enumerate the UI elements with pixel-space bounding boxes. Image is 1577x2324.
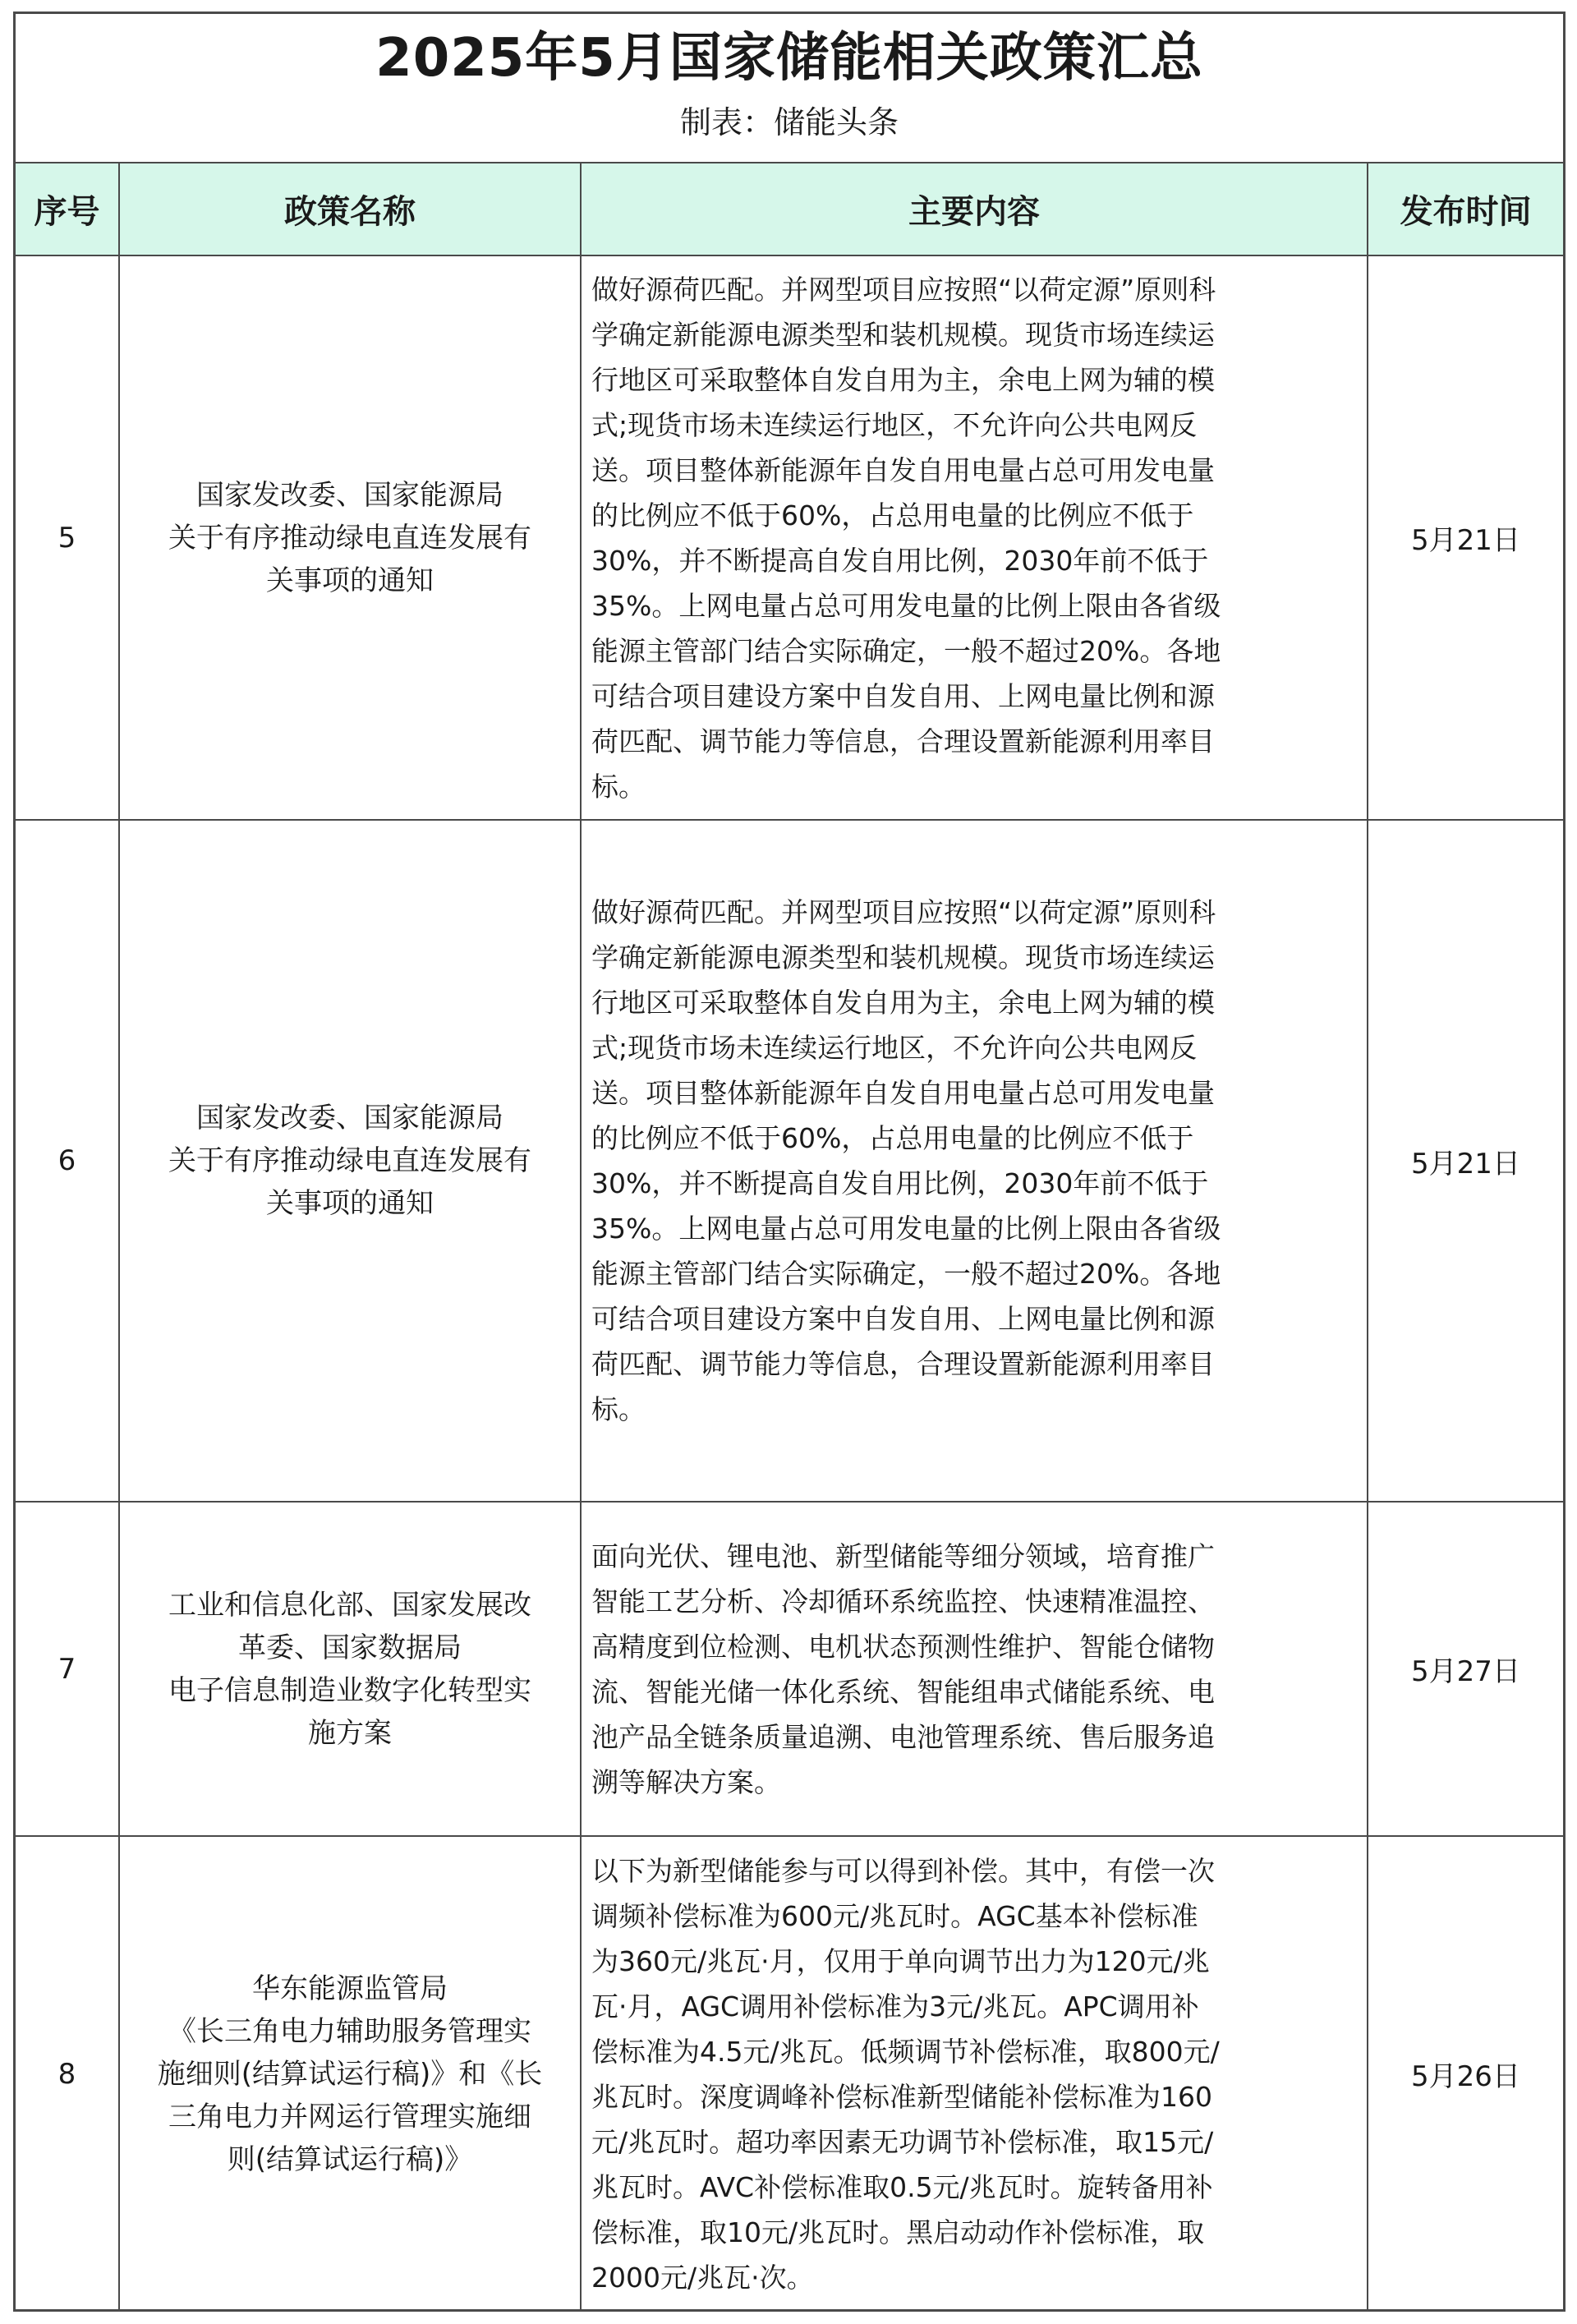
content-line: 元/兆瓦时。超功率因素无功调节补偿标准，取15元/	[591, 2125, 1214, 2158]
content-line: 溯等解决方案。	[591, 1765, 781, 1798]
row-number: 7	[16, 1502, 119, 1836]
content-line: 的比例应不低于60%，占总用电量的比例应不低于	[591, 499, 1194, 532]
content-line: 荷匹配、调节能力等信息，合理设置新能源利用率目	[591, 1348, 1215, 1380]
table-row	[16, 1502, 1563, 1836]
content-line: 面向光伏、锂电池、新型储能等细分领域，培育推广	[591, 1539, 1215, 1572]
content-line: 调频补偿标准为600元/兆瓦时。AGC基本补偿标准	[591, 1899, 1198, 1932]
row-number: 6	[16, 820, 119, 1502]
policy-name-line: 革委、国家数据局	[238, 1631, 462, 1664]
table-row	[16, 255, 1563, 820]
content-line: 流、智能光储一体化系统、智能组串式储能系统、电	[591, 1675, 1215, 1708]
policy-name-line: 《长三角电力辅助服务管理实	[168, 2014, 531, 2048]
content-line: 荷匹配、调节能力等信息，合理设置新能源利用率目	[591, 725, 1215, 757]
content-line: 学确定新能源电源类型和装机规模。现货市场连续运	[591, 318, 1215, 351]
release-date: 5月21日	[1368, 255, 1563, 820]
policy-content-cell	[581, 255, 1368, 820]
policy-name-line: 则(结算试运行稿)》	[227, 2142, 473, 2176]
policy-name-line: 关事项的通知	[266, 1187, 434, 1220]
policy-name-cell	[119, 1502, 581, 1836]
content-line: 做好源荷匹配。并网型项目应按照“以荷定源”原则科	[591, 896, 1216, 928]
row-number: 5	[16, 255, 119, 820]
table-row	[16, 1836, 1563, 2311]
content-line: 高精度到位检测、电机状态预测性维护、智能仓储物	[591, 1630, 1215, 1663]
row-number: 8	[16, 1836, 119, 2311]
content-line: 行地区可采取整体自发自用为主，余电上网为辅的模	[591, 987, 1215, 1019]
content-line: 可结合项目建设方案中自发自用、上网电量比例和源	[591, 1303, 1215, 1335]
content-line: 的比例应不低于60%，占总用电量的比例应不低于	[591, 1122, 1194, 1154]
policy-summary-sheet	[13, 12, 1566, 2312]
content-line: 能源主管部门结合实际确定，一般不超过20%。各地	[591, 1258, 1221, 1290]
policy-table	[16, 163, 1563, 2311]
policy-name-line: 国家发改委、国家能源局	[196, 1102, 503, 1134]
content-line: 兆瓦时。AVC补偿标准取0.5元/兆瓦时。旋转备用补	[591, 2170, 1213, 2203]
policy-content-cell	[581, 1836, 1368, 2311]
policy-name-line: 电子信息制造业数字化转型实	[168, 1673, 531, 1707]
policy-content-cell	[581, 1502, 1368, 1836]
content-line: 30%，并不断提高自发自用比例，2030年前不低于	[591, 1167, 1209, 1199]
policy-name-cell	[119, 820, 581, 1502]
column-header-main-content: 主要内容	[581, 163, 1368, 255]
policy-name-line: 关于有序推动绿电直连发展有	[168, 1144, 531, 1177]
page-subtitle: 制表：储能头条	[679, 104, 899, 140]
policy-name-line: 关事项的通知	[266, 564, 434, 597]
policy-name-line: 华东能源监管局	[252, 1972, 448, 2005]
policy-name-line: 关于有序推动绿电直连发展有	[168, 521, 531, 555]
release-date: 5月26日	[1368, 1836, 1563, 2311]
content-line: 偿标准为4.5元/兆瓦。低频调节补偿标准，取800元/	[591, 2035, 1220, 2068]
column-header-policy-name: 政策名称	[119, 163, 581, 255]
policy-name-cell	[119, 1836, 581, 2311]
content-line: 以下为新型储能参与可以得到补偿。其中，有偿一次	[591, 1854, 1215, 1887]
content-line: 智能工艺分析、冷却循环系统监控、快速精准温控、	[591, 1585, 1215, 1618]
column-header-number: 序号	[16, 163, 119, 255]
content-line: 式;现货市场未连续运行地区，不允许向公共电网反	[591, 1032, 1198, 1064]
table-row	[16, 820, 1563, 1502]
policy-name-line: 施细则(结算试运行稿)》和《长	[157, 2057, 543, 2091]
release-date: 5月21日	[1368, 820, 1563, 1502]
content-line: 送。项目整体新能源年自发自用电量占总可用发电量	[591, 1077, 1215, 1109]
content-line: 35%。上网电量占总可用发电量的比例上限由各省级	[591, 1213, 1221, 1245]
content-line: 2000元/兆瓦·次。	[591, 2261, 814, 2294]
content-line: 兆瓦时。深度调峰补偿标准新型储能补偿标准为160	[591, 2080, 1212, 2113]
content-line: 35%。上网电量占总可用发电量的比例上限由各省级	[591, 589, 1221, 622]
policy-name-line: 施方案	[308, 1716, 392, 1750]
policy-name-line: 工业和信息化部、国家发展改	[168, 1588, 531, 1622]
content-line: 为360元/兆瓦·月，仅用于单向调节出力为120元/兆	[591, 1944, 1210, 1977]
column-header-release-date: 发布时间	[1368, 163, 1563, 255]
content-line: 标。	[591, 770, 646, 803]
content-line: 标。	[591, 1393, 646, 1425]
content-line: 瓦·月，AGC调用补偿标准为3元/兆瓦。APC调用补	[591, 1990, 1199, 2023]
policy-content-cell	[581, 820, 1368, 1502]
content-line: 送。项目整体新能源年自发自用电量占总可用发电量	[591, 453, 1215, 486]
content-line: 池产品全链条质量追溯、电池管理系统、售后服务追	[591, 1720, 1215, 1753]
policy-name-cell	[119, 255, 581, 820]
release-date: 5月27日	[1368, 1502, 1563, 1836]
content-line: 能源主管部门结合实际确定，一般不超过20%。各地	[591, 634, 1221, 667]
page-title: 2025年5月国家储能相关政策汇总	[375, 28, 1203, 89]
content-line: 行地区可采取整体自发自用为主，余电上网为辅的模	[591, 363, 1215, 396]
title-block	[16, 14, 1563, 163]
content-line: 做好源荷匹配。并网型项目应按照“以荷定源”原则科	[591, 273, 1216, 306]
content-line: 可结合项目建设方案中自发自用、上网电量比例和源	[591, 679, 1215, 712]
content-line: 30%，并不断提高自发自用比例，2030年前不低于	[591, 544, 1209, 577]
table-header-row	[16, 163, 1563, 255]
content-line: 式;现货市场未连续运行地区，不允许向公共电网反	[591, 408, 1198, 441]
content-line: 偿标准，取10元/兆瓦时。黑启动动作补偿标准，取	[591, 2216, 1205, 2248]
policy-name-line: 三角电力并网运行管理实施细	[168, 2100, 531, 2133]
content-line: 学确定新能源电源类型和装机规模。现货市场连续运	[591, 941, 1215, 973]
policy-name-line: 国家发改委、国家能源局	[196, 478, 503, 512]
